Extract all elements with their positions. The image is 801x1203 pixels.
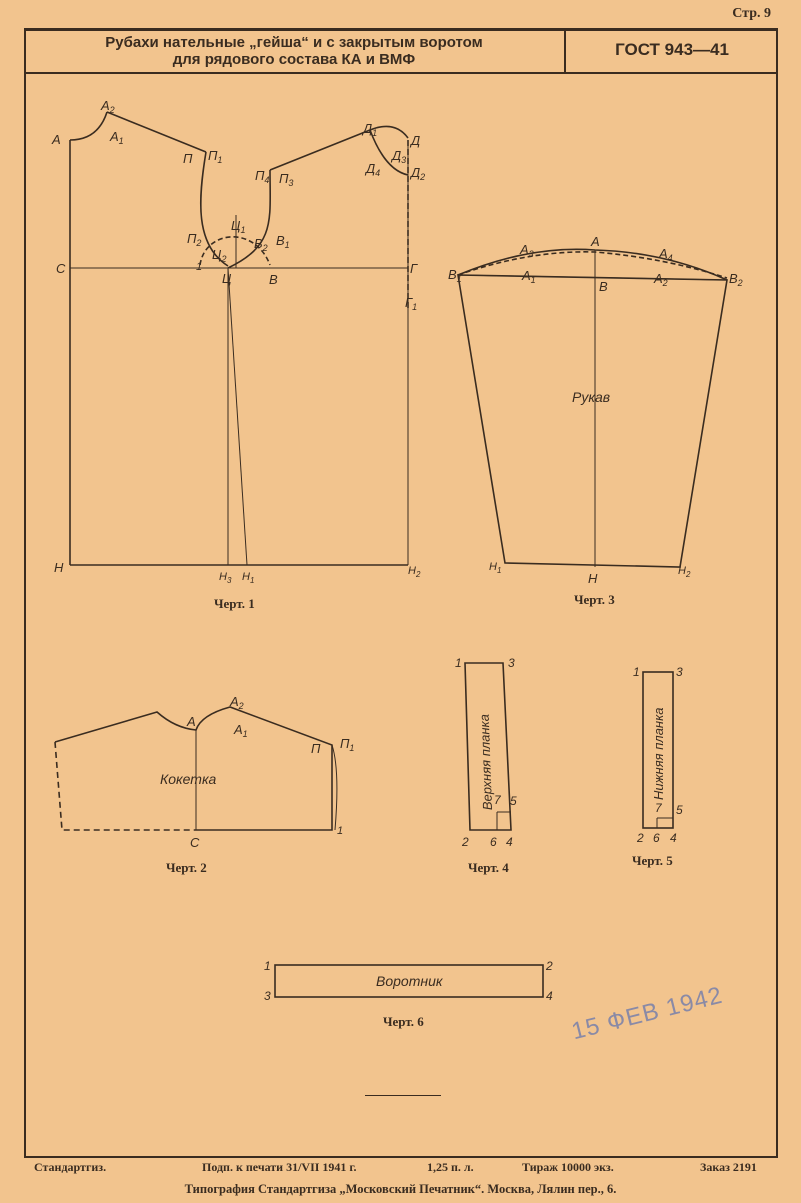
fig1-label-V1: $В_1$: [276, 233, 290, 250]
fig3-label-B2: $В_2$: [729, 271, 743, 288]
fig1-label-D3: $Д_3$: [392, 148, 407, 165]
fig2-piece-label: Кокетка: [160, 771, 217, 787]
fig5-label-5: 5: [676, 803, 683, 817]
separator-line: [365, 1095, 441, 1096]
fig1-front-neck-curve: [70, 112, 107, 140]
fig5-label-6: 6: [653, 831, 660, 845]
fig6-label-1: 1: [264, 959, 271, 973]
fig3-label-B: В: [599, 279, 608, 294]
fig1-label-G: Г: [410, 261, 418, 276]
fig1-label-A: А: [52, 132, 61, 147]
fig1-label-TS: Ц: [222, 271, 232, 286]
fig1-point-labels: [51, 98, 425, 585]
fig3-label-B1: $В_1$: [448, 267, 462, 284]
title-line-1: Рубахи нательные „гейша“ и с закрытым воротом: [105, 34, 483, 51]
fig1-label-D2: $Д_2$: [411, 165, 426, 182]
fig6-piece-label: Воротник: [376, 973, 443, 989]
fig4-label-5: 5: [510, 794, 517, 808]
fig4-label-6: 6: [490, 835, 497, 849]
caption-fig1: Черт. 1: [214, 596, 255, 611]
fig4-label-2: 2: [462, 835, 469, 849]
fig1-label-P1: $П_1$: [208, 148, 223, 165]
caption-fig4: Черт. 4: [468, 860, 509, 875]
fig1-label-D4: $Д_4$: [366, 161, 381, 178]
fig1-label-D: Д: [411, 133, 421, 148]
fig1-label-N: Н: [54, 560, 64, 575]
fig3-cap-base-line: [458, 275, 727, 280]
fig1-label-P4: $П_4$: [255, 168, 270, 185]
fig2-label-A2: $А_2$: [230, 694, 244, 711]
fig1-front-shoulder: [107, 112, 206, 152]
publisher: Стандартгиз.: [34, 1160, 107, 1174]
fig4-label-1: 1: [455, 656, 462, 670]
fig1-back-shoulder: [270, 130, 370, 170]
fig5-label-3: 3: [676, 665, 683, 679]
fig5-label-2: 2: [637, 831, 644, 845]
title-line-2: для рядового состава КА и ВМФ: [172, 51, 416, 68]
figure-2-yoke: [55, 707, 337, 830]
fig1-label-N2: $Н_2$: [408, 565, 421, 579]
fig4-label-4: 4: [506, 835, 513, 849]
fig5-label-1: 1: [633, 665, 640, 679]
fig1-label-P2: $П_2$: [187, 231, 202, 248]
fig1-label-A1: $А_1$: [110, 129, 124, 146]
printer-info: Типография Стандартгиза „Московский Печатник“. Москва, Лялин пер., 6.: [184, 1182, 617, 1196]
fig1-label-C: С: [56, 261, 66, 276]
fig5-piece-label: Нижняя планка: [651, 707, 666, 800]
fig1-label-P3: $П_3$: [279, 171, 294, 188]
fig2-label-A1: $А_1$: [234, 722, 248, 739]
fig4-label-7: 7: [494, 793, 501, 807]
caption-fig2: Черт. 2: [166, 860, 207, 875]
fig1-gusset-right: [228, 268, 247, 565]
fig1-label-N1: $Н_1$: [242, 571, 255, 585]
figure-1-shirt-body: [70, 112, 408, 565]
fig5-label-4: 4: [670, 831, 677, 845]
fig2-label-C: С: [190, 835, 200, 850]
fig3-label-N: Н: [588, 571, 598, 586]
printed-sheets: 1,25 п. л.: [427, 1160, 474, 1174]
fig3-label-A1: $А_1$: [522, 268, 536, 285]
fig3-sleeve-outline: [458, 275, 727, 567]
figure-3-sleeve: [458, 249, 727, 567]
imprint-line: [24, 1160, 778, 1178]
order-number: Заказ 2191: [700, 1160, 757, 1174]
fig2-label-1: 1: [337, 825, 344, 837]
fig2-label-P1: $П_1$: [340, 736, 355, 753]
fig3-label-A2: $А_2$: [654, 271, 668, 288]
fig5-label-7: 7: [655, 801, 662, 815]
print-run: Тираж 10000 экз.: [522, 1160, 614, 1174]
caption-fig5: Черт. 5: [632, 853, 673, 868]
fig3-piece-label: Рукав: [572, 389, 611, 405]
fig2-label-P: П: [311, 741, 321, 756]
fig1-label-D1: $Д_1$: [363, 121, 378, 138]
fig6-label-4: 4: [546, 989, 553, 1003]
signed-to-print: Подп. к печати 31/VII 1941 г.: [202, 1160, 357, 1174]
fig3-label-N2: $Н_2$: [678, 565, 691, 579]
fig1-label-V2: $В_2$: [254, 236, 268, 253]
caption-fig3: Черт. 3: [574, 592, 615, 607]
fig1-label-TS2: $Ц_2$: [212, 247, 227, 264]
fig4-label-3: 3: [508, 656, 515, 670]
fig1-label-TS1: $Ц_1$: [231, 218, 246, 235]
fig4-piece-label: Верхняя планка: [476, 713, 495, 811]
fig1-label-1: 1: [196, 261, 203, 273]
fig1-label-A2: $А_2$: [101, 98, 115, 115]
fig2-label-A: А: [187, 714, 196, 729]
standard-code: ГОСТ 943—41: [615, 40, 729, 59]
date-stamp: 15 ФЕВ 1942: [568, 981, 726, 1046]
fig3-label-A4: $А_4$: [659, 246, 673, 263]
fig3-label-A3: $А_3$: [520, 242, 534, 259]
fig1-label-N3: $Н_3$: [219, 571, 232, 585]
page-number: Стр. 9: [732, 6, 771, 21]
fig3-label-A: А: [591, 234, 600, 249]
fig1-label-G1: $Г_1$: [405, 295, 418, 312]
fig6-label-2: 2: [546, 959, 553, 973]
caption-fig6: Черт. 6: [383, 1014, 424, 1029]
fig3-label-N1: $Н_1$: [489, 561, 502, 575]
fig6-label-3: 3: [264, 989, 271, 1003]
fig1-label-P: П: [183, 151, 193, 166]
fig1-label-V: В: [269, 272, 278, 287]
